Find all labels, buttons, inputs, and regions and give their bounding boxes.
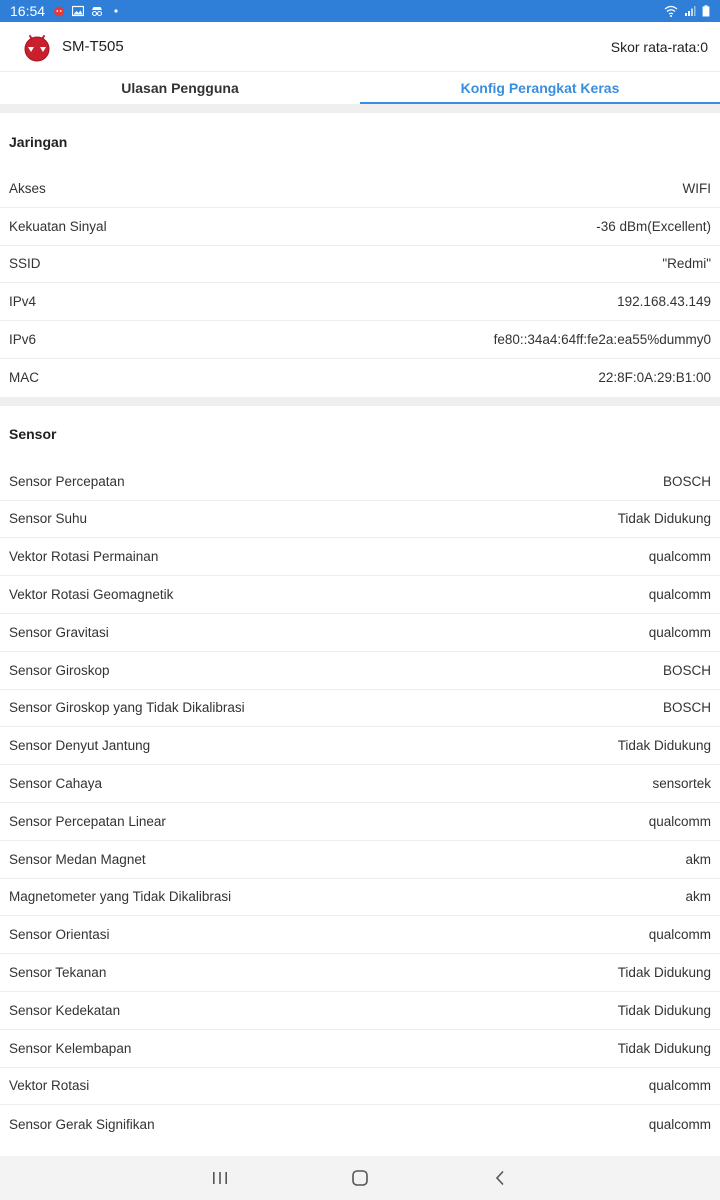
row-label: Sensor Kedekatan [9,1002,121,1018]
section-title-network: Jaringan [9,133,68,150]
app-header [0,22,720,72]
home-button[interactable] [340,1158,380,1198]
row-label: Sensor Cahaya [9,776,103,792]
row-label: Sensor Tekanan [9,965,107,981]
list-item [0,1105,720,1143]
row-label: Sensor Suhu [9,511,88,527]
device-name: SM-T505 [62,38,124,55]
average-score: Skor rata-rata:0 [610,38,708,55]
recents-icon [212,1171,228,1185]
gallery-icon [72,5,84,17]
status-time: 16:54 [10,3,46,19]
status-bar [0,0,720,22]
row-label: Sensor Giroskop yang Tidak Dikalibrasi [9,700,245,716]
back-icon [494,1170,506,1186]
list-item [0,652,720,690]
row-label: SSID [9,256,41,272]
list-item [0,803,720,841]
row-value: qualcomm [648,549,711,565]
list-item [0,916,720,954]
row-value: qualcomm [648,813,711,829]
row-label: Vektor Rotasi Geomagnetik [9,587,174,603]
list-item [0,501,720,539]
list-item [0,1068,720,1106]
dot-icon [110,5,122,17]
row-value: Tidak Didukung [617,738,711,754]
row-value: Tidak Didukung [617,1002,711,1018]
row-value: sensortek [652,776,711,792]
row-label: Vektor Rotasi Permainan [9,549,159,565]
row-value: WIFI [682,180,711,196]
row-label: Sensor Gerak Signifikan [9,1116,155,1132]
row-value: qualcomm [648,1116,711,1132]
list-item [0,1030,720,1068]
list-item [0,463,720,501]
list-item [0,283,720,321]
signal-icon [684,5,696,17]
section-divider [0,104,720,113]
list-item [0,576,720,614]
section-divider [0,397,720,406]
list-item [0,841,720,879]
row-value: Tidak Didukung [617,511,711,527]
row-value: "Redmi" [662,256,711,272]
row-label: Sensor Gravitasi [9,624,109,640]
list-item [0,954,720,992]
row-label: Sensor Percepatan [9,473,125,489]
row-value: 192.168.43.149 [617,294,711,310]
list-item [0,538,720,576]
list-item [0,321,720,359]
incognito-icon [91,5,103,17]
row-label: Sensor Kelembapan [9,1040,132,1056]
sensor-list [0,463,720,1143]
hardware-config-list[interactable] [0,104,720,1156]
battery-icon [702,5,710,17]
row-value: fe80::34a4:64ff:fe2a:ea55%dummy0 [493,332,711,348]
row-value: qualcomm [648,927,711,943]
list-item [0,992,720,1030]
back-button[interactable] [480,1158,520,1198]
row-value: Tidak Didukung [617,1040,711,1056]
network-list [0,170,720,397]
list-item [0,246,720,284]
row-label: Akses [9,180,46,196]
system-nav-bar [0,1156,720,1200]
antutu-notification-icon [53,5,65,17]
row-value: BOSCH [662,473,711,489]
list-item [0,614,720,652]
row-value: qualcomm [648,587,711,603]
tab-bar [0,72,720,104]
tab-user-reviews[interactable]: Ulasan Pengguna [121,80,239,96]
row-label: IPv6 [9,332,37,348]
wifi-icon [664,5,678,17]
row-value: 22:8F:0A:29:B1:00 [598,370,711,386]
row-value: akm [685,851,711,867]
row-value: akm [685,889,711,905]
section-title-sensor: Sensor [9,426,57,443]
row-label: Sensor Orientasi [9,927,110,943]
row-label: Sensor Percepatan Linear [9,813,166,829]
row-label: Sensor Giroskop [9,662,110,678]
list-item [0,170,720,208]
row-label: Kekuatan Sinyal [9,218,107,234]
list-item [0,359,720,397]
row-label: Vektor Rotasi [9,1078,90,1094]
row-label: IPv4 [9,294,37,310]
row-value: -36 dBm(Excellent) [596,218,711,234]
row-value: Tidak Didukung [617,965,711,981]
row-label: MAC [9,370,39,386]
home-icon [351,1169,369,1187]
row-value: qualcomm [648,624,711,640]
antutu-logo [22,32,52,62]
list-item [0,690,720,728]
list-item [0,765,720,803]
tab-hardware-config[interactable]: Konfig Perangkat Keras [360,72,720,104]
row-label: Sensor Medan Magnet [9,851,146,867]
list-item [0,208,720,246]
row-label: Magnetometer yang Tidak Dikalibrasi [9,889,232,905]
row-label: Sensor Denyut Jantung [9,738,151,754]
row-value: qualcomm [648,1078,711,1094]
row-value: BOSCH [662,700,711,716]
row-value: BOSCH [662,662,711,678]
list-item [0,727,720,765]
list-item [0,879,720,917]
recents-button[interactable] [200,1158,240,1198]
